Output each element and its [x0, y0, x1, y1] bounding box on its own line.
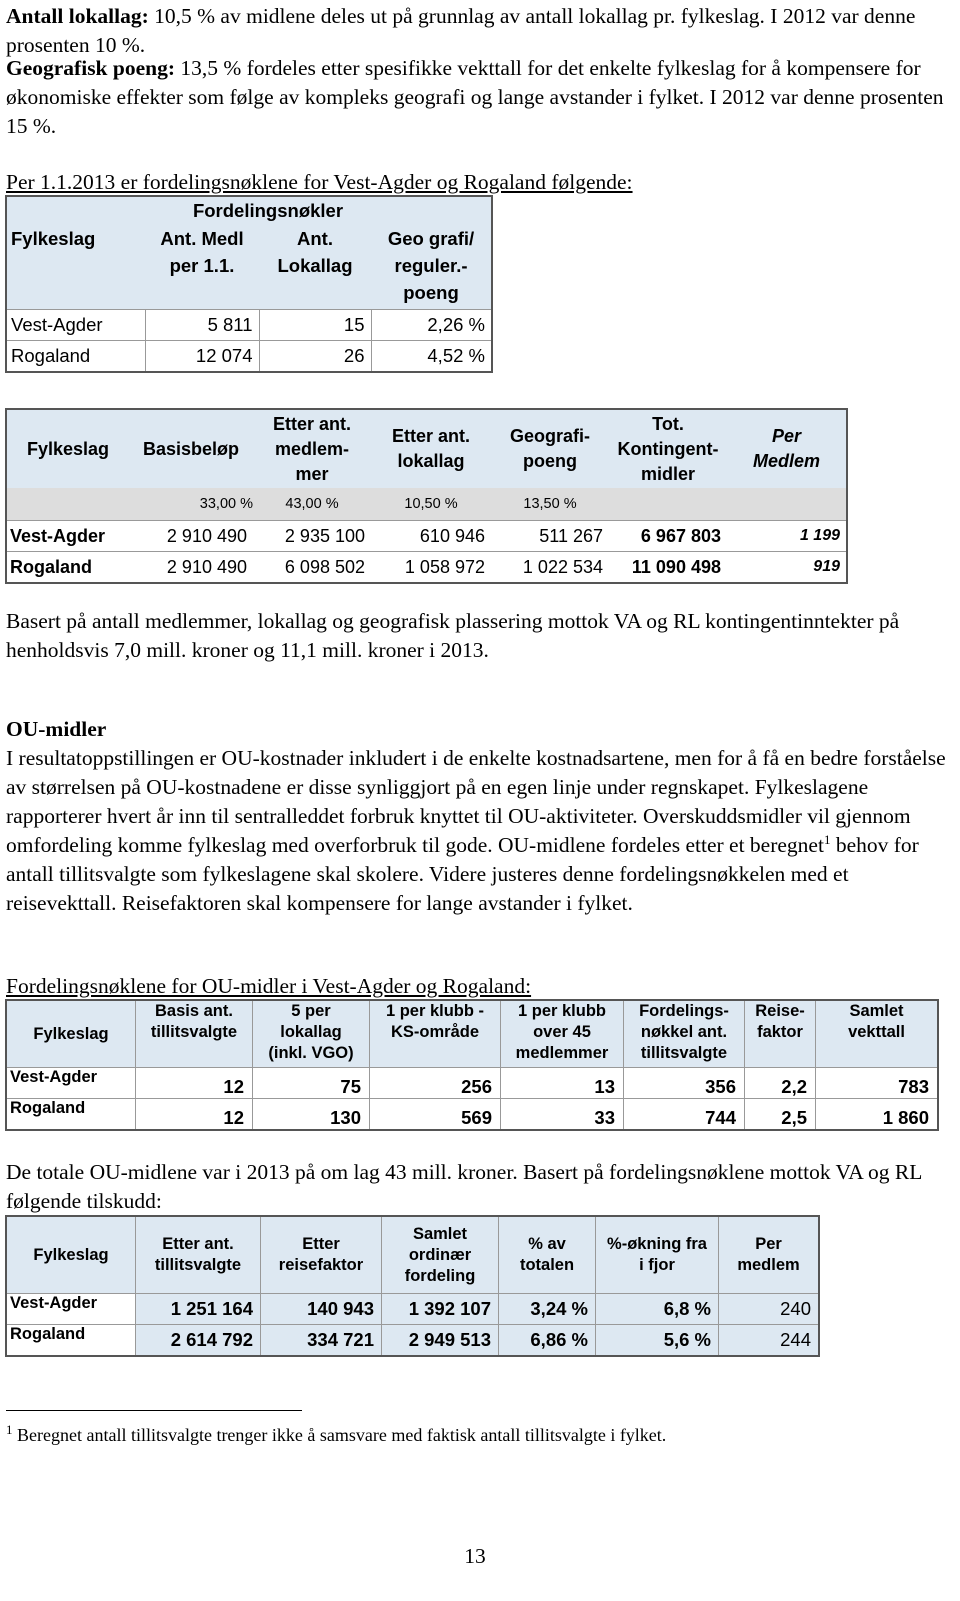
cell-name: Rogaland [6, 552, 129, 584]
cell-basis: 2 910 490 [129, 552, 253, 584]
cell-lokallag: 15 [259, 310, 371, 341]
pct-medl: 43,00 % [253, 488, 371, 521]
cell-medl: 2 935 100 [253, 521, 371, 552]
cell-samlet: 2 949 513 [382, 1325, 499, 1357]
term-antall-lokallag: Antall lokallag: [6, 4, 149, 28]
cell-andel: 6,86 % [499, 1325, 596, 1357]
cell-lok: 610 946 [371, 521, 491, 552]
cell-tillitsvalgte: 1 251 164 [136, 1294, 261, 1325]
col-header-etter-medlemmer: Etter ant. medlem- mer [253, 409, 371, 488]
paragraph-ou-midler: I resultatoppstillingen er OU-kostnader inkludert i de enkelte kostnadsartene, men for å få en bedre forståelse av størrelsen på OU-kostnadene er disse synliggjort på en egen linje under regnskapet. Fylkeslagene rapporterer hvert år inn til sentralleddet forbruk knyttet til OU-aktiviteter. Overskuddsmidler vil gjennom omfordeling komme fylkeslag med overforbruk til gode. OU-midlene fordeles etter et beregnet$^1$ behov for antall tillitsvalgte som fylkeslagene skal skolere. Videre justeres denne fordelingsnøkkelen med et reisevekttall. Reisefaktoren skal kompensere for lange avstander i fylket. [6, 746, 946, 915]
footnote-mark: 1 [6, 1422, 13, 1437]
col-header-tillitsvalgte: Etter ant. tillitsvalgte [136, 1216, 261, 1294]
footnote [6, 1421, 951, 1450]
paragraph-antall-lokallag [6, 2, 951, 60]
col-header-fylkeslag: Fylkeslag [6, 1000, 136, 1068]
cell-name: Rogaland [6, 341, 145, 373]
footnote-ref: 1 [823, 831, 831, 847]
cell-name: Vest-Agder [6, 1068, 136, 1099]
col-header-basisbelop: Basisbeløp [129, 409, 253, 488]
col-header-andel: % av totalen [499, 1216, 596, 1294]
table-row [6, 521, 847, 552]
cell-klubb-45: 13 [501, 1068, 624, 1099]
term-geografisk-poeng: Geografisk poeng: [6, 56, 176, 80]
table-row [6, 1325, 819, 1357]
footnote-divider [6, 1410, 302, 1411]
col-header-okning: %-økning fra i fjor [596, 1216, 719, 1294]
col-header-klubb-45: 1 per klubb over 45 medlemmer [501, 1000, 624, 1068]
cell-okning: 5,6 % [596, 1325, 719, 1357]
table-row [6, 552, 847, 584]
col-header-etter-lokallag: Etter ant. lokallag [371, 409, 491, 488]
cell-per-medlem: 240 [719, 1294, 820, 1325]
cell-name: Vest-Agder [6, 310, 145, 341]
col-header-reisefaktor: Etter reisefaktor [261, 1216, 382, 1294]
cell-reisefaktor: 2,5 [745, 1099, 816, 1131]
cell-name: Vest-Agder [6, 1294, 136, 1325]
col-header-basis: Basis ant. tillitsvalgte [136, 1000, 253, 1068]
cell-lok: 1 058 972 [371, 552, 491, 584]
cell-per-medlem: 244 [719, 1325, 820, 1357]
table-kontingentmidler [5, 408, 848, 584]
section-heading-ou-fordelingsnokler: Fordelingsnøklene for OU-midler i Vest-Agder og Rogaland: [6, 974, 532, 998]
col-header-klubb-ks: 1 per klubb - KS-område [370, 1000, 501, 1068]
col-header-nokkel: Fordelings- nøkkel ant. tillitsvalgte [624, 1000, 745, 1068]
cell-tillitsvalgte: 2 614 792 [136, 1325, 261, 1357]
table-header-row [6, 225, 492, 310]
table-ou-tilskudd [5, 1215, 820, 1357]
cell-samlet: 783 [816, 1068, 939, 1099]
table-fordelingsnokler [5, 195, 493, 373]
cell-reisefaktor: 2,2 [745, 1068, 816, 1099]
table-row [6, 1099, 938, 1131]
pct-lok: 10,50 % [371, 488, 491, 521]
cell-name: Vest-Agder [6, 521, 129, 552]
group-header: Fordelingsnøkler [145, 196, 492, 225]
col-header-samlet-vekttall: Samlet vekttall [816, 1000, 939, 1068]
col-header-tot-kontingent: Tot. Kontingent- midler [609, 409, 727, 488]
col-header-geografi: Geo grafi/ reguler.- poeng [371, 225, 492, 310]
table-row [6, 341, 492, 373]
table-header-row [6, 1216, 819, 1294]
text-geografisk-poeng: 13,5 % fordeles etter spesifikke vekttall for det enkelte fylkeslag for å kompensere for økonomiske effekter som følge av kompleks geografi og lange avstander i fylket. I 2012 var denne prosenten 15 %. [6, 56, 944, 138]
footnote-text: Beregnet antall tillitsvalgte trenger ikke å samsvare med faktisk antall tillitsvalgte i fylket. [12, 1425, 667, 1445]
table-ou-fordelingsnokler [5, 999, 939, 1131]
text-antall-lokallag: 10,5 % av midlene deles ut på grunnlag av antall lokallag pr. fylkeslag. I 2012 var denne prosenten 10 %. [6, 4, 916, 57]
cell-per-medlem: 919 [727, 552, 847, 584]
cell-samlet: 1 860 [816, 1099, 939, 1131]
cell-nokkel: 356 [624, 1068, 745, 1099]
section-heading-fordelingsnokler: Per 1.1.2013 er fordelingsnøklene for Vest-Agder og Rogaland følgende: [6, 170, 633, 194]
cell-per-medlem: 1 199 [727, 521, 847, 552]
paragraph-tilskudd: De totale OU-midlene var i 2013 på om lag 43 mill. kroner. Basert på fordelingsnøklene mottok VA og RL følgende tilskudd: [6, 1160, 922, 1213]
cell-tot: 6 967 803 [609, 521, 727, 552]
cell-klubb-ks: 256 [370, 1068, 501, 1099]
table-row [6, 1068, 938, 1099]
col-header-fylkeslag: Fylkeslag [6, 1216, 136, 1294]
col-header-geografipoeng: Geografi- poeng [491, 409, 609, 488]
cell-geo: 4,52 % [371, 341, 492, 373]
col-header-per-medlem: Per medlem [719, 1216, 820, 1294]
cell-lokallag: 26 [259, 341, 371, 373]
col-header-lokallag: 5 per lokallag (inkl. VGO) [253, 1000, 370, 1068]
cell-reisefaktor: 334 721 [261, 1325, 382, 1357]
table-row [6, 1294, 819, 1325]
col-header-samlet: Samlet ordinær fordeling [382, 1216, 499, 1294]
table-header-row [6, 409, 847, 488]
cell-samlet: 1 392 107 [382, 1294, 499, 1325]
pct-basis: 33,00 % [129, 488, 253, 521]
table-header-row [6, 1000, 938, 1068]
cell-reisefaktor: 140 943 [261, 1294, 382, 1325]
col-header-ant-lokallag: Ant. Lokallag [277, 228, 353, 276]
cell-lokallag: 75 [253, 1068, 370, 1099]
cell-nokkel: 744 [624, 1099, 745, 1131]
cell-medl: 5 811 [145, 310, 259, 341]
percent-row [6, 488, 847, 521]
cell-medl: 6 098 502 [253, 552, 371, 584]
heading-ou-midler: OU-midler [6, 717, 107, 741]
cell-lokallag: 130 [253, 1099, 370, 1131]
cell-okning: 6,8 % [596, 1294, 719, 1325]
cell-name: Rogaland [6, 1099, 136, 1131]
table-row [6, 310, 492, 341]
cell-medl: 12 074 [145, 341, 259, 373]
cell-basis: 2 910 490 [129, 521, 253, 552]
table-header-row [6, 196, 492, 225]
paragraph-kontingent: Basert på antall medlemmer, lokallag og geografisk plassering mottok VA og RL kontingentinntekter på henholdsvis 7,0 mill. kroner og 11,1 mill. kroner i 2013. [6, 609, 900, 662]
cell-basis: 12 [136, 1068, 253, 1099]
col-header-ant-medl: Ant. Medl per 1.1. [160, 228, 244, 276]
col-header-reisefaktor: Reise- faktor [745, 1000, 816, 1068]
paragraph-geografisk-poeng [6, 54, 951, 141]
cell-basis: 12 [136, 1099, 253, 1131]
cell-name: Rogaland [6, 1325, 136, 1357]
pct-geo: 13,50 % [491, 488, 609, 521]
cell-tot: 11 090 498 [609, 552, 727, 584]
col-header-fylkeslag: Fylkeslag [6, 225, 145, 310]
cell-klubb-45: 33 [501, 1099, 624, 1131]
cell-geo: 2,26 % [371, 310, 492, 341]
cell-klubb-ks: 569 [370, 1099, 501, 1131]
col-header-fylkeslag: Fylkeslag [6, 409, 129, 488]
page-number: 13 [464, 1544, 486, 1568]
cell-geo: 1 022 534 [491, 552, 609, 584]
col-header-per-medlem: Per Medlem [727, 409, 847, 488]
cell-andel: 3,24 % [499, 1294, 596, 1325]
cell-geo: 511 267 [491, 521, 609, 552]
